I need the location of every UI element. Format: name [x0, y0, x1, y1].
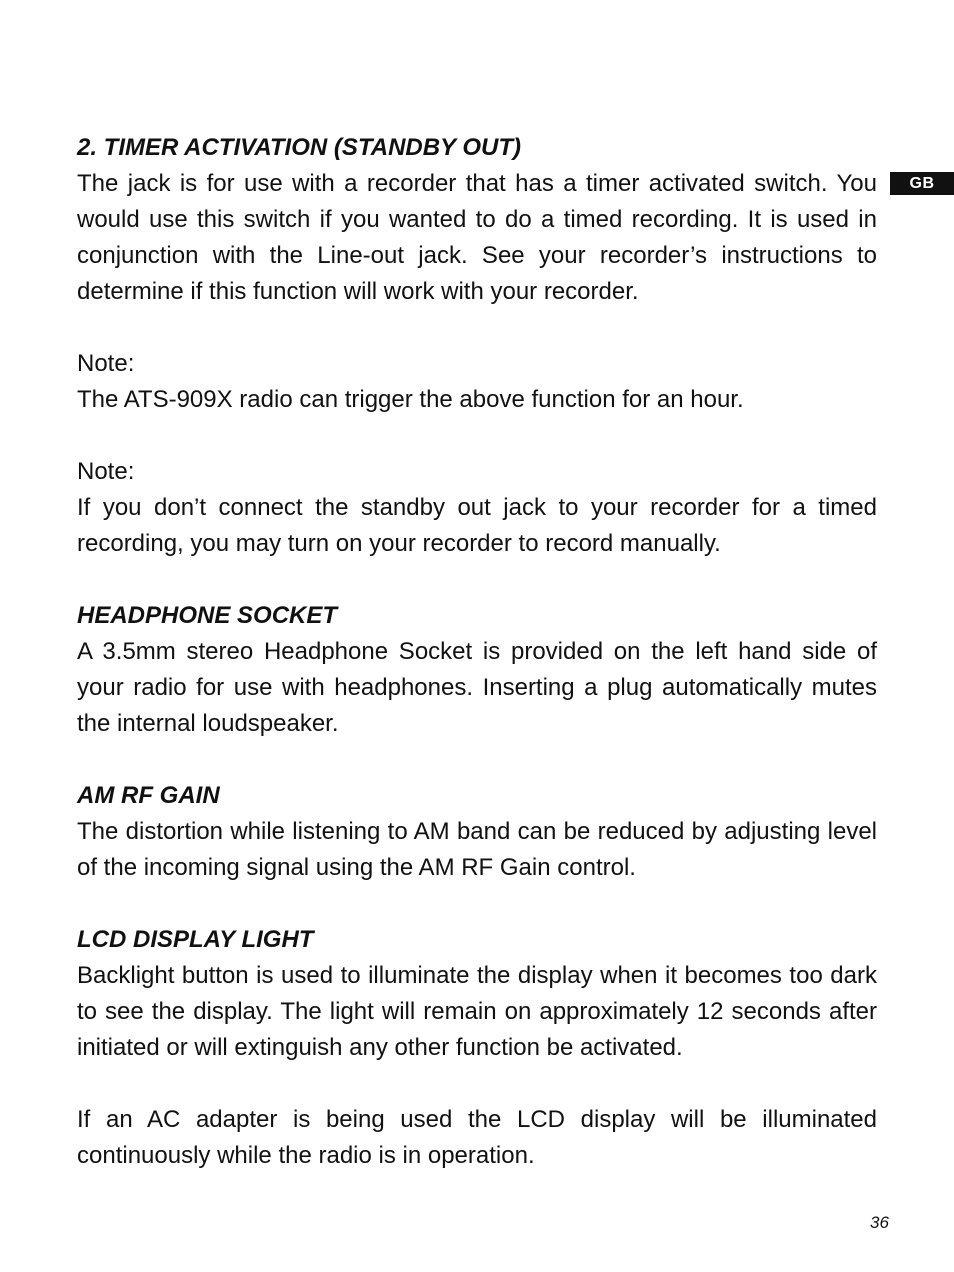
ac-adapter-text: If an AC adapter is being used the LCD display will be illuminated continuously while the radio is in operation.	[77, 1106, 877, 1169]
lcd-display-light-heading: LCD DISPLAY LIGHT	[77, 926, 314, 953]
language-tab: GB	[890, 172, 954, 195]
am-rf-gain-heading: AM RF GAIN	[77, 782, 220, 809]
page-number: 36	[870, 1213, 889, 1232]
timer-activation-heading: 2. TIMER ACTIVATION (STANDBY OUT)	[77, 134, 521, 161]
lcd-display-light-text: Backlight button is used to illuminate the display when it becomes too dark to see the display. The light will remain on approximately 12 seconds after initiated or will extinguish any other function be activated.	[77, 962, 877, 1061]
note-text: If you don’t connect the standby out jack to your recorder for a timed recording, you may turn on your recorder to record manually.	[77, 494, 877, 557]
headphone-socket-text: A 3.5mm stereo Headphone Socket is provided on the left hand side of your radio for use with headphones. Inserting a plug automatically mutes the internal loudspeaker.	[77, 638, 877, 737]
headphone-socket-heading: HEADPHONE SOCKET	[77, 602, 338, 629]
note-label: Note:	[77, 458, 135, 485]
manual-page-content	[77, 130, 877, 1174]
note-label: Note:	[77, 350, 135, 377]
note-text: The ATS-909X radio can trigger the above function for an hour.	[77, 386, 744, 413]
am-rf-gain-text: The distortion while listening to AM band can be reduced by adjusting level of the incoming signal using the AM RF Gain control.	[77, 818, 877, 881]
timer-activation-text: The jack is for use with a recorder that has a timer activated switch. You would use this switch if you wanted to do a timed recording. It is used in conjunction with the Line-out jack. See your recorder’s instructions to determine if this function will work with your recorder.	[77, 170, 877, 305]
